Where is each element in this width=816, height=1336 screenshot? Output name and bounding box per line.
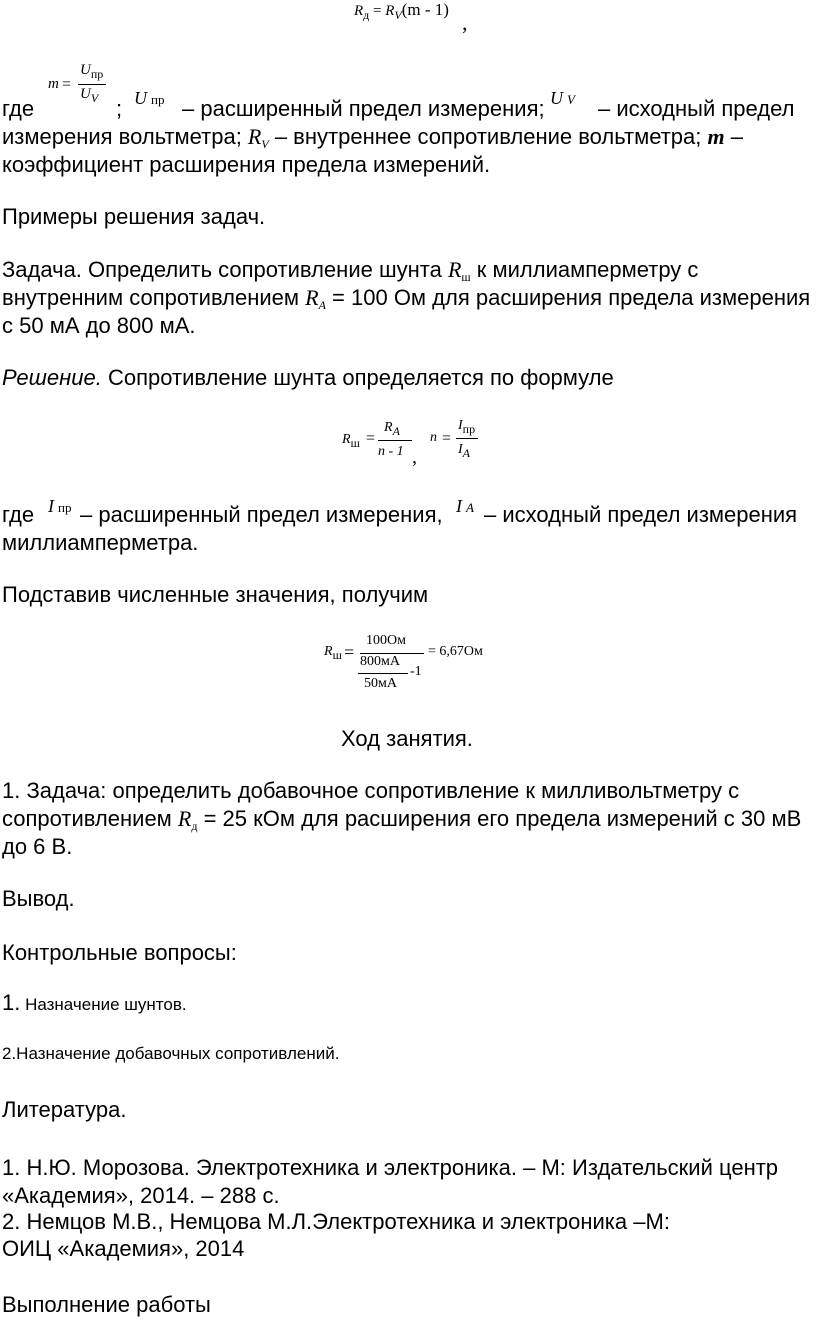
formula-n-eq: = [442, 430, 452, 447]
formula-calc-inner-num: 800мА [360, 654, 400, 669]
formula-rd-paren: (m - 1) [401, 0, 449, 19]
formula-rsh-eq: = [366, 430, 376, 447]
m-def-fraction-bar [78, 84, 106, 85]
lesson-heading: Ход занятия. [341, 726, 473, 751]
substitute-line: Подставив численные значения, получим [2, 582, 429, 607]
formula-rsh-num: RA [384, 420, 400, 438]
literature-1-cont: «Академия», 2014. – 288 с. [2, 1183, 280, 1208]
task-line-1: Задача. Определить сопротивление шунта Rш к миллиамперметру с [2, 257, 699, 284]
question-2: 2.Назначение добавочных сопротивлений. [2, 1044, 340, 1063]
formula-rsh-comma: , [412, 446, 417, 468]
m-def-num: $U_{пр}$ [80, 62, 104, 81]
literature-1: 1. Н.Ю. Морозова. Электротехника и электроника. – М: Издательский центр [2, 1155, 779, 1180]
task1-line-2: сопротивлением Rд = 25 кОм для расширения его предела измерений с 30 мВ [2, 806, 802, 833]
formula-calc-inner-bar [358, 673, 408, 674]
where2-gde: где [2, 502, 35, 527]
literature-heading: Литература. [2, 1097, 127, 1122]
formula-calc-eq: = [344, 642, 355, 662]
literature-2-cont: ОИЦ «Академия», 2014 [2, 1236, 245, 1261]
formula-rd [354, 0, 449, 20]
formula-calc-minus-one: -1 [410, 664, 422, 679]
where2-text-1: – расширенный предел измерения, [80, 502, 443, 527]
intro-line-3: коэффициент расширения предела измерений. [2, 152, 491, 177]
formula-rd-lhs: R [354, 3, 364, 19]
formula-rsh-lhs: Rш [342, 432, 360, 450]
formula-rd-rv-sub: V [394, 8, 402, 22]
where2-line-2: миллиамперметра. [2, 530, 199, 555]
intro-u-pr: U пр [134, 88, 165, 108]
task1-line-1: 1. Задача: определить добавочное сопротивление к милливольтметру с [2, 778, 740, 803]
solution-line: Решение. Сопротивление шунта определяется по формуле [2, 365, 614, 390]
intro-text-1: – расширенный предел измерения; [182, 96, 545, 121]
intro-semicolon: ; [116, 96, 123, 121]
formula-calc-inner-den: 50мА [364, 676, 397, 691]
formula-rd-comma: , [462, 10, 468, 35]
formula-n-den: IA [458, 442, 471, 460]
formula-rd-eq: = [373, 3, 382, 19]
literature-2: 2. Немцов М.В., Немцова М.Л.Электротехника и электроника –М: [2, 1209, 670, 1234]
intro-line-2: измерения вольтметра; RV – внутреннее сопротивление вольтметра; m – [2, 124, 743, 151]
conclusion: Вывод. [2, 886, 75, 911]
formula-calc-lhs: Rш [324, 644, 342, 662]
control-heading: Контрольные вопросы: [2, 940, 237, 965]
formula-calc-result: = 6,67Ом [428, 644, 483, 659]
intro-u-v: U V [550, 88, 575, 108]
formula-rd-lhs-sub: д [363, 8, 370, 22]
work-heading: Выполнение работы [2, 1292, 211, 1317]
formula-rsh-den: n - 1 [378, 444, 404, 459]
m-def-den: $U_V$ [80, 86, 99, 105]
examples-heading: Примеры решения задач. [2, 204, 266, 229]
formula-n-num: Iпр [458, 418, 476, 436]
where2-i-pr: I пр [48, 496, 72, 516]
intro-text-2: – исходный предел [598, 96, 795, 121]
task1-line-3: до 6 В. [2, 834, 73, 859]
intro-gde: где [2, 96, 35, 121]
m-def-eq: = [62, 76, 72, 93]
formula-calc-num: 100Ом [366, 633, 406, 648]
formula-n: n [430, 430, 437, 445]
formula-rsh-bar [378, 440, 412, 441]
solution-label: Решение. [2, 365, 102, 390]
question-1: 1. Назначение шунтов. [2, 990, 187, 1015]
task-line-2: внутренним сопротивлением RA = 100 Ом для расширения предела измерения [2, 285, 811, 312]
where2-i-a: I A [456, 496, 474, 516]
task-line-3: с 50 мА до 800 мА. [2, 313, 196, 338]
formula-n-bar [456, 438, 478, 439]
where2-text-2: – исходный предел измерения [484, 502, 798, 527]
m-def-m: m [48, 76, 59, 92]
formula-rd-rv: R [385, 3, 395, 19]
